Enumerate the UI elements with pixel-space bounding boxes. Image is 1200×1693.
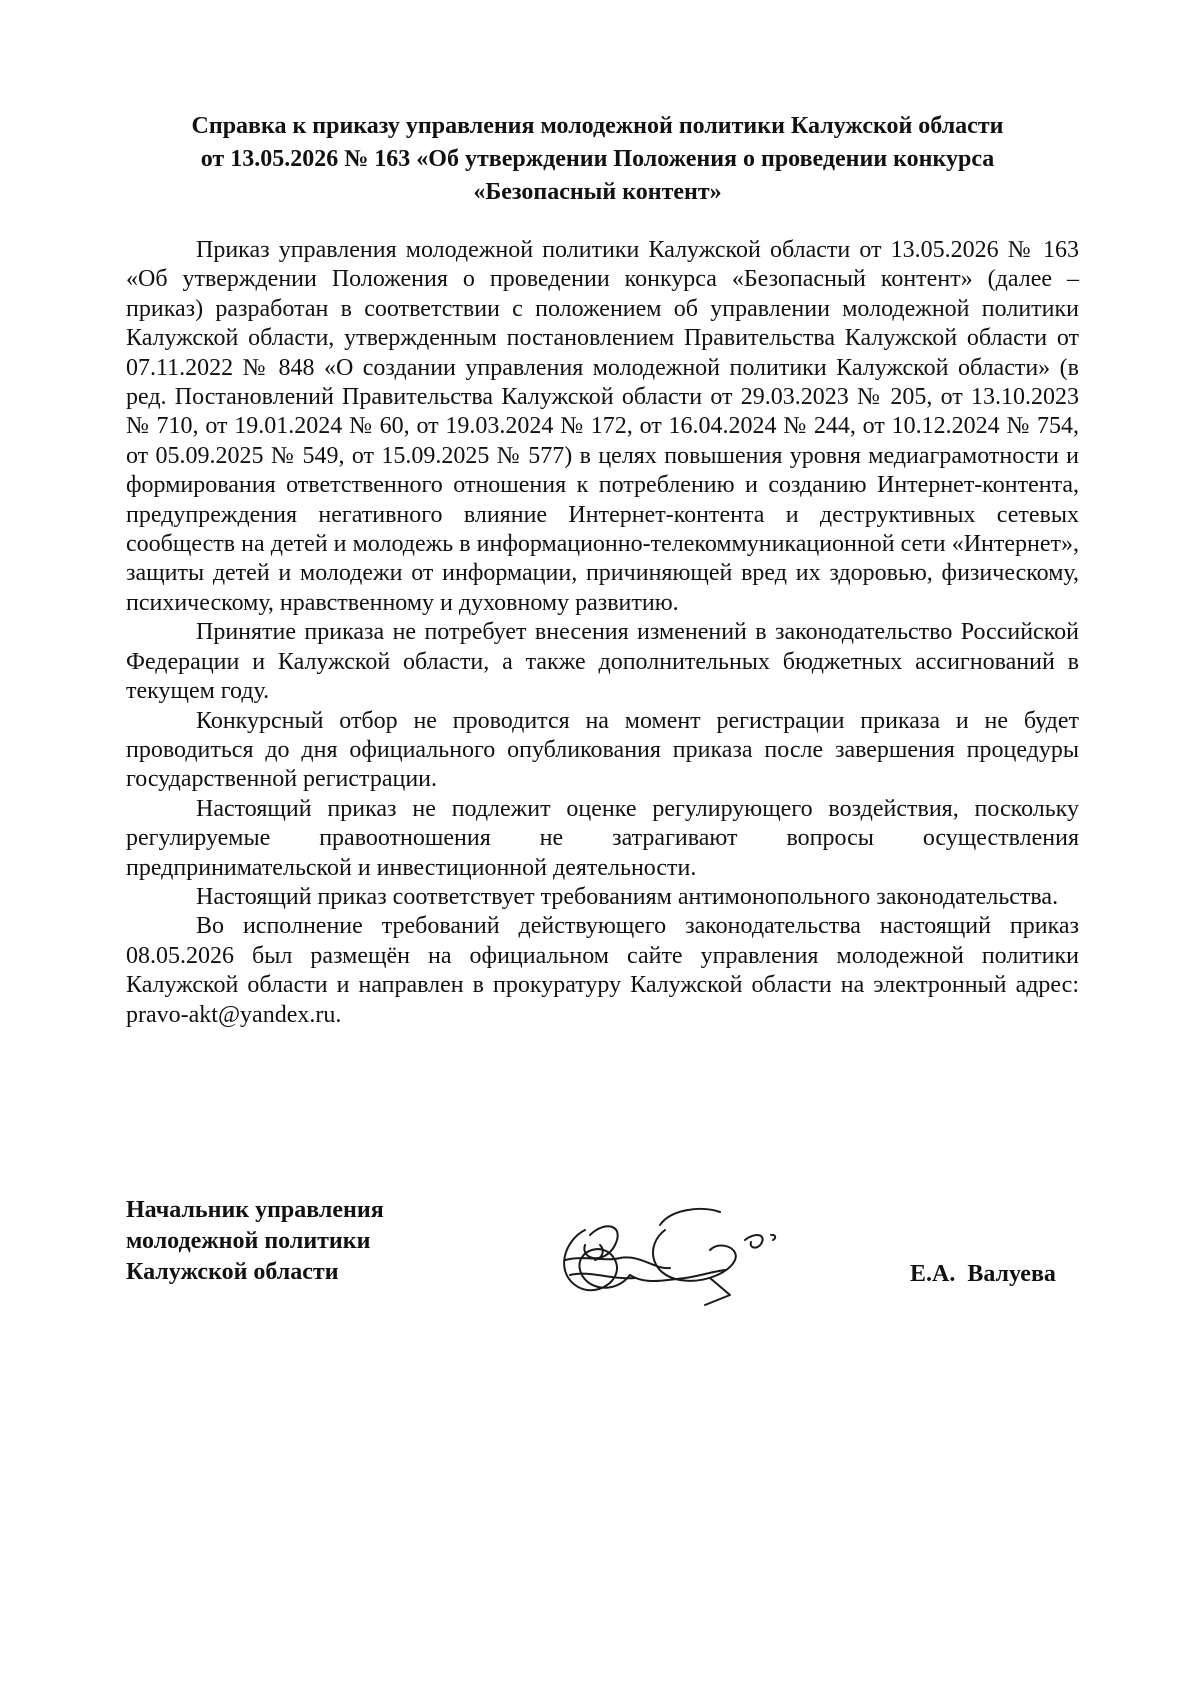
title-line-2: от 13.05.2026 № 163 «Об утверждении Положения о проведении конкурса bbox=[200, 146, 995, 172]
signer-position-line-1: Начальник управления bbox=[126, 1197, 384, 1223]
signer-name: Е.А. Валуева bbox=[910, 1261, 1056, 1287]
document-body bbox=[126, 236, 1079, 1030]
paragraph-1: Приказ управления молодежной политики Калужской области от 13.05.2026 № 163 «Об утверждении Положения о проведении конкурса «Безопасный контент» (далее – приказ) разработан в соответствии с положением об управлении молодежной политики Калужской области, утвержденным постановлением Правительства Калужской области от 07.11.2022 № 848 «О создании управления молодежной политики Калужской области» (в ред. Постановлений Правительства Калужской области от 29.03.2023 № 205, от 13.10.2023 № 710, от 19.01.2024 № 60, от 19.03.2024 № 172, от 16.04.2024 № 244, от 10.12.2024 № 754, от 05.09.2025 № 549, от 15.09.2025 № 577) в целях повышения уровня медиаграмотности и формирования ответственного отношения к потреблению и созданию Интернет-контента, предупреждения негативного влияние Интернет-контента и деструктивных сетевых сообществ на детей и молодежь в информационно-телекоммуникационной сети «Интернет», защиты детей и молодежи от информации, причиняющей вред их здоровью, физическому, психическому, нравственному и духовному развитию. bbox=[126, 237, 1079, 616]
title-line-1: Справка к приказу управления молодежной политики Калужской области bbox=[191, 113, 1004, 139]
signer-position-line-2: молодежной политики bbox=[126, 1228, 371, 1254]
paragraph-5: Настоящий приказ соответствует требованиям антимонопольного законодательства. bbox=[196, 883, 1059, 910]
document-title bbox=[120, 110, 1075, 209]
paragraph-3: Конкурсный отбор не проводится на момент регистрации приказа и не будет проводиться до дня официального опубликования приказа после завершения процедуры государственной регистрации. bbox=[126, 707, 1079, 793]
handwritten-signature bbox=[545, 1200, 795, 1320]
signer-position-line-3: Калужской области bbox=[126, 1259, 339, 1285]
paragraph-2: Принятие приказа не потребует внесения изменений в законодательство Российской Федерации и Калужской области, а также дополнительных бюджетных ассигнований в текущем году. bbox=[126, 619, 1079, 705]
paragraph-4: Настоящий приказ не подлежит оценке регулирующего воздействия, поскольку регулируемые правоотношения не затрагивают вопросы осуществления предпринимательской и инвестиционной деятельности. bbox=[126, 795, 1079, 881]
paragraph-6: Во исполнение требований действующего законодательства настоящий приказ 08.05.2026 был размещён на официальном сайте управления молодежной политики Калужской области и направлен в прокуратуру Калужской области на электронный адрес: pravo-akt@yandex.ru. bbox=[126, 913, 1079, 1028]
signer-position bbox=[126, 1195, 384, 1288]
title-line-3: «Безопасный контент» bbox=[473, 179, 722, 205]
